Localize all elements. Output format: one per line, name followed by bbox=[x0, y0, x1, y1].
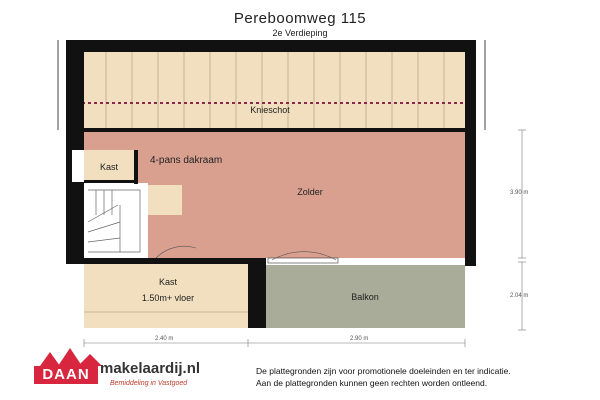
stair-area bbox=[84, 183, 148, 258]
kast-small-label: Kast bbox=[99, 162, 118, 172]
dim-width-left: 2.40 m bbox=[155, 336, 174, 342]
zolder-label: Zolder bbox=[297, 187, 323, 197]
floor-subtitle: 2e Verdieping bbox=[272, 28, 328, 38]
brand-logo: DAAN bbox=[34, 366, 98, 384]
dim-height-upper: 3.90 m bbox=[510, 190, 529, 196]
balkon-door bbox=[268, 258, 338, 263]
kast-large-label: Kast bbox=[158, 277, 177, 287]
dakraam-label: 4-pans dakraam bbox=[150, 155, 223, 166]
knieschot-label: Knieschot bbox=[250, 105, 290, 115]
page-title: Pereboomweg 115 bbox=[233, 10, 367, 27]
knieschot-area bbox=[72, 52, 468, 130]
disclaimer-line-1: De plattegronden zijn voor promotionele doeleinden en ter indicatie. bbox=[256, 366, 511, 376]
balkon-label: Balkon bbox=[351, 292, 379, 302]
dim-width-right: 2.90 m bbox=[350, 336, 369, 342]
brand-site[interactable]: makelaardij.nl bbox=[100, 360, 201, 377]
dim-height-lower: 2.04 m bbox=[510, 293, 529, 299]
logo-house-icon bbox=[40, 348, 102, 366]
vloer-label: 1.50m+ vloer bbox=[141, 293, 195, 303]
disclaimer bbox=[256, 365, 511, 389]
disclaimer-line-2: Aan de plattegronden kunnen geen rechten worden ontleend. bbox=[256, 378, 488, 388]
brand-tagline: Bemiddeling in Vastgoed bbox=[110, 380, 188, 387]
stair-cabinet bbox=[148, 185, 182, 215]
